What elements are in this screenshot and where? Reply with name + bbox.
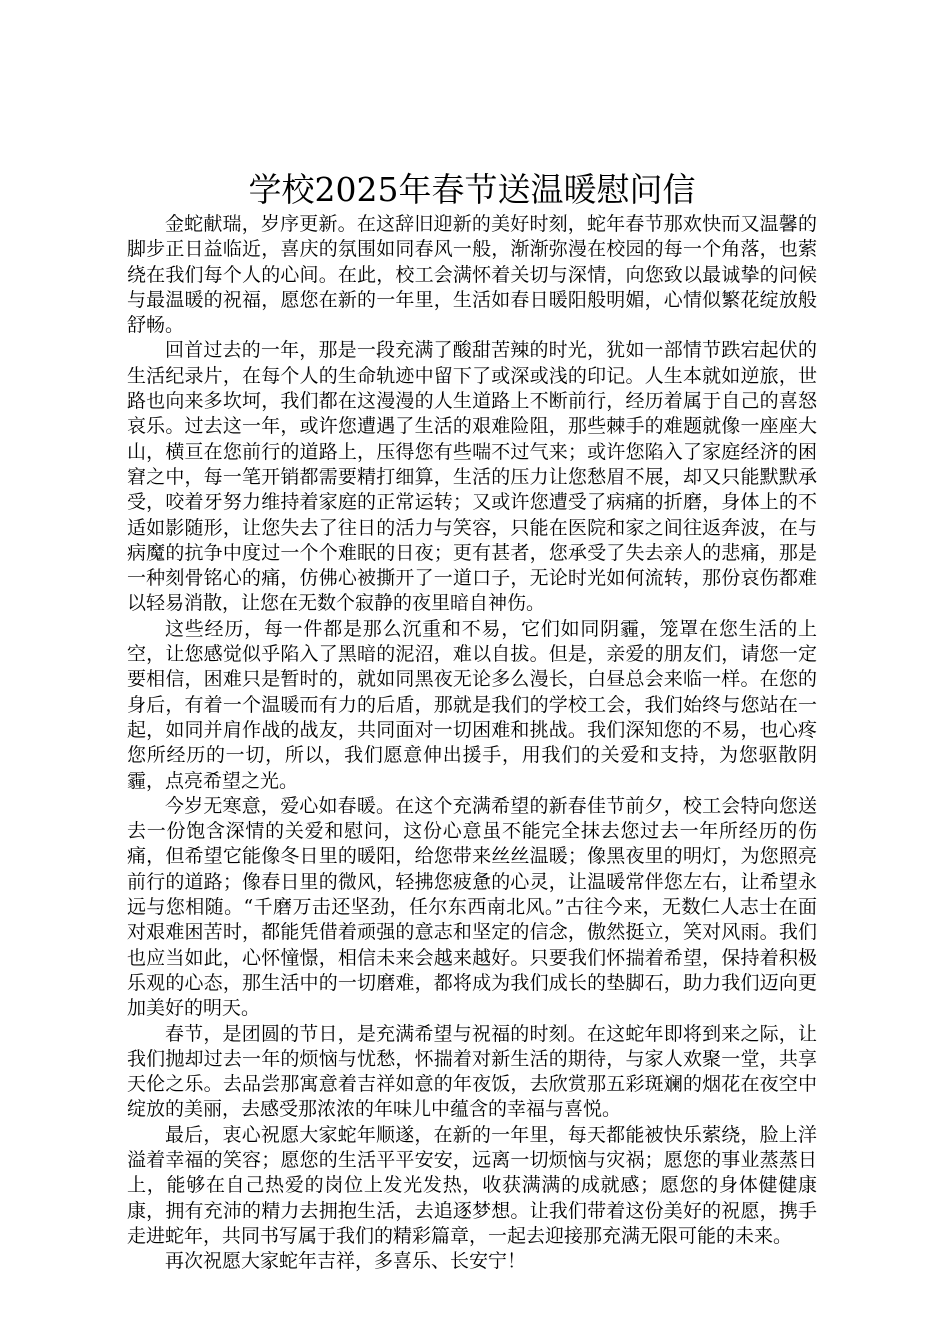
paragraph-review: 回首过去的一年，那是一段充满了酸甜苦辣的时光，犹如一部情节跌宕起伏的生活纪录片，在每个人的生命轨迹中留下了或深或浅的印记。人生本就如逆旅，世路也向来多坎坷，我们都在这漫漫的人生道路上不断前行，经历着属于自己的喜怒哀乐。过去这一年，或许您遭遇了生活的艰难险阻，那些棘手的难题就像一座座大山，横亘在您前行的道路上，压得您有些喘不过气来；或许您陷入了家庭经济的困窘之中，每一笔开销都需要精打细算，生活的压力让您愁眉不展，却又只能默默承受，咬着牙努力维持着家庭的正常运转；又或许您遭受了病痛的折磨，身体上的不适如影随形，让您失去了往日的活力与笑容，只能在医院和家之间往返奔波，在与病魔的抗争中度过一个个难眠的日夜；更有甚者，您承受了失去亲人的悲痛，那是一种刻骨铭心的痛，仿佛心被撕开了一道口子，无论时光如何流转，那份哀伤都难以轻易消散，让您在无数个寂静的夜里暗自神伤。 [127, 339, 817, 615]
paragraph-closing: 再次祝愿大家蛇年吉祥，多喜乐、长安宁！ [165, 1250, 527, 1273]
letter-page [127, 168, 817, 1274]
page-title: 学校2025年春节送温暖慰问信 [248, 170, 696, 209]
paragraph-greeting: 金蛇献瑞，岁序更新。在这辞旧迎新的美好时刻，蛇年春节那欢快而又温馨的脚步正日益临近，喜庆的氛围如同春风一般，渐渐弥漫在校园的每一个角落，也萦绕在我们每个人的心间。在此，校工会满怀着关切与深情，向您致以最诚挚的问候与最温暖的祝福，愿您在新的一年里，生活如春日暖阳般明媚，心情似繁花绽放般舒畅。 [127, 213, 817, 337]
paragraph-wishes: 最后，衷心祝愿大家蛇年顺遂，在新的一年里，每天都能被快乐萦绕，脸上洋溢着幸福的笑容；愿您的生活平平安安，远离一切烦恼与灾祸；愿您的事业蒸蒸日上，能够在自己热爱的岗位上发光发热，收获满满的成就感；愿您的身体健健康康，拥有充沛的精力去拥抱生活，去追逐梦想。让我们带着这份美好的祝愿，携手走进蛇年，共同书写属于我们的精彩篇章，一起去迎接那充满无限可能的未来。 [127, 1123, 817, 1247]
paragraph-support: 这些经历，每一件都是那么沉重和不易，它们如同阴霾，笼罩在您生活的上空，让您感觉似乎陷入了黑暗的泥沼，难以自拔。但是，亲爱的朋友们，请您一定要相信，困难只是暂时的，就如同黑夜无论多么漫长，白昼总会来临一样。在您的身后，有着一个温暖而有力的后盾，那就是我们的学校工会，我们始终与您站在一起，如同并肩作战的战友，共同面对一切困难和挑战。我们深知您的不易，也心疼您所经历的一切，所以，我们愿意伸出援手，用我们的关爱和支持，为您驱散阴霾，点亮希望之光。 [127, 617, 817, 792]
paragraph-condolence: 今岁无寒意，爱心如春暖。在这个充满希望的新春佳节前夕，校工会特向您送去一份饱含深情的关爱和慰问，这份心意虽不能完全抹去您过去一年所经历的伤痛，但希望它能像冬日里的暖阳，给您带来丝丝温暖；像黑夜里的明灯，为您照亮前行的道路；像春日里的微风，轻拂您疲惫的心灵，让温暖常伴您左右，让希望永远与您相随。“千磨万击还坚劲，任尔东西南北风。”古往今来，无数仁人志士在面对艰难困苦时，都能凭借着顽强的意志和坚定的信念，傲然挺立，笑对风雨。我们也应当如此，心怀憧憬，相信未来会越来越好。只要我们怀揣着希望，保持着积极乐观的心态，那生活中的一切磨难，都将成为我们成长的垫脚石，助力我们迈向更加美好的明天。 [127, 794, 817, 1020]
paragraph-festival: 春节，是团圆的节日，是充满希望与祝福的时刻。在这蛇年即将到来之际，让我们抛却过去一年的烦恼与忧愁，怀揣着对新生活的期待，与家人欢聚一堂，共享天伦之乐。去品尝那寓意着吉祥如意的年夜饭，去欣赏那五彩斑斓的烟花在夜空中绽放的美丽，去感受那浓浓的年味儿中蕴含的幸福与喜悦。 [127, 1022, 817, 1121]
